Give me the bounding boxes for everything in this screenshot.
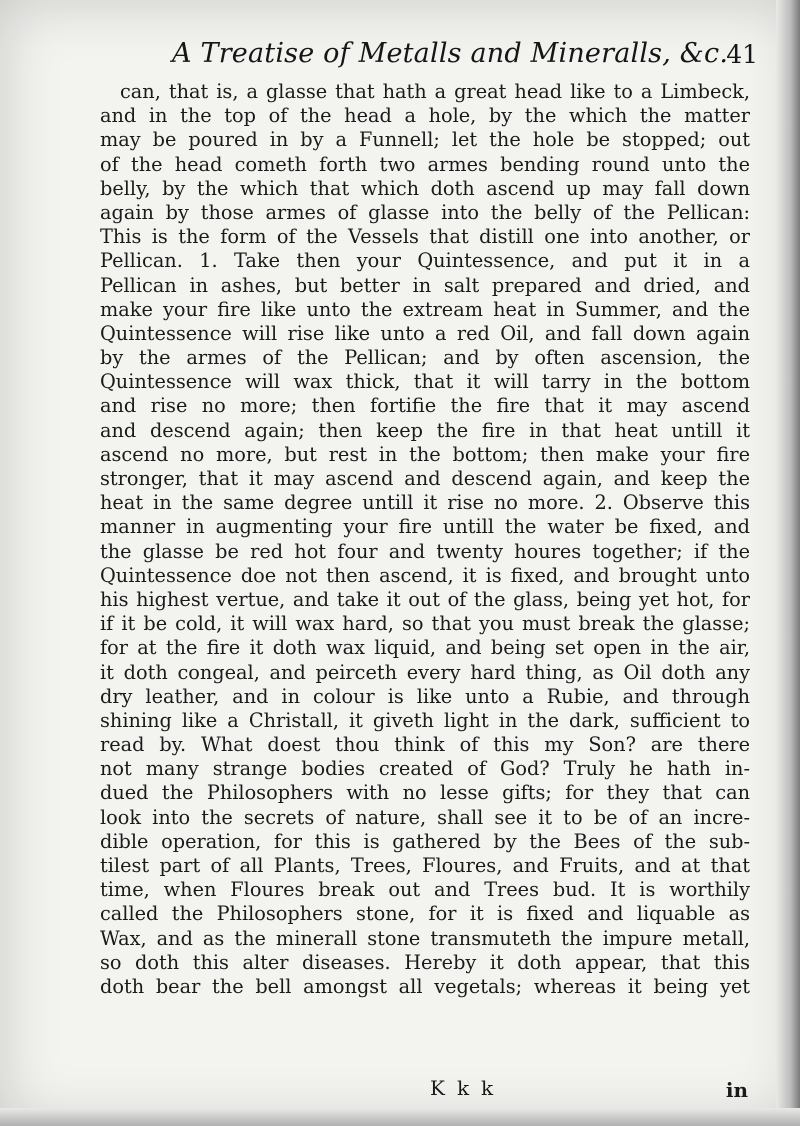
text-line: read by. What doest thou think of this my Son? are there [100, 733, 750, 757]
body-text [100, 80, 750, 1080]
text-line: time, when Floures break out and Trees bud. It is worthily [100, 878, 750, 902]
text-line: Pellican. 1. Take then your Quintessence, and put it in a [100, 249, 750, 273]
text-line: doth bear the bell amongst all vegetals; whereas it being yet [100, 974, 750, 998]
text-line: not many strange bodies created of God? Truly he hath in- [100, 757, 750, 781]
text-line: the glasse be red hot four and twenty houres together; if the [100, 539, 750, 563]
text-line: called the Philosophers stone, for it is fixed and liquable as [100, 902, 750, 926]
text-line: can, that is, a glasse that hath a great head like to a Limbeck, [120, 80, 750, 103]
text-line: ascend no more, but rest in the bottom; then make your fire [100, 442, 750, 466]
page-footer [100, 1076, 750, 1106]
text-line: dry leather, and in colour is like unto a Rubie, and through [100, 684, 750, 708]
text-line: it doth congeal, and peirceth every hard thing, as Oil doth any [100, 660, 750, 684]
text-line: and in the top of the head a hole, by the which the matter [100, 104, 750, 128]
text-line: belly, by the which that which doth ascend up may fall down [100, 176, 750, 200]
text-line: by the armes of the Pellican; and by often ascension, the [100, 346, 750, 370]
page-edge-shadow [776, 0, 800, 1126]
text-line: for at the fire it doth wax liquid, and being set open in the air, [100, 636, 750, 660]
text-line: if it be cold, it will wax hard, so that you must break the glasse; [100, 612, 750, 636]
page-header [172, 38, 772, 78]
text-line: dible operation, for this is gathered by the Bees of the sub- [100, 829, 750, 853]
text-line: shining like a Christall, it giveth light in the dark, sufficient to [100, 708, 750, 732]
page-bottom-shadow [0, 1108, 800, 1126]
text-line: heat in the same degree untill it rise no more. 2. Observe this [100, 491, 750, 515]
text-line: so doth this alter diseases. Hereby it doth appear, that this [100, 950, 750, 974]
text-line: Quintessence will wax thick, that it will tarry in the bottom [100, 370, 750, 394]
text-line: again by those armes of glasse into the belly of the Pellican: [100, 200, 750, 224]
text-line: This is the form of the Vessels that distill one into another, or [100, 225, 750, 249]
text-line: look into the secrets of nature, shall see it to be of an incre- [100, 805, 750, 829]
text-line: and rise no more; then fortifie the fire that it may ascend [100, 394, 750, 418]
text-line: manner in augmenting your fire untill the water be fixed, and [100, 515, 750, 539]
page-number: 41 [726, 40, 758, 69]
running-title: A Treatise of Metalls and Mineralls, &c. [172, 38, 729, 69]
text-line: tilest part of all Plants, Trees, Floures, and Fruits, and at that [100, 854, 750, 877]
text-line: Quintessence will rise like unto a red Oil, and fall down again [100, 321, 750, 345]
text-line: Wax, and as the minerall stone transmuteth the impure metall, [100, 926, 750, 950]
text-line: and descend again; then keep the fire in that heat untill it [100, 418, 750, 442]
text-line: Pellican in ashes, but better in salt prepared and dried, and [100, 273, 750, 297]
catchword: in [725, 1078, 748, 1102]
text-line: make your fire like unto the extream heat in Summer, and the [100, 297, 750, 321]
text-line: of the head cometh forth two armes bending round unto the [100, 152, 750, 176]
text-line: stronger, that it may ascend and descend again, and keep the [100, 467, 750, 490]
signature-mark: Kkk [430, 1076, 506, 1100]
text-line: may be poured in by a Funnell; let the hole be stopped; out [100, 128, 750, 152]
text-line: Quintessence doe not then ascend, it is fixed, and brought unto [100, 563, 750, 587]
text-line: his highest vertue, and take it out of the glass, being yet hot, for [100, 587, 750, 611]
text-line: dued the Philosophers with no lesse gifts; for they that can [100, 781, 750, 805]
